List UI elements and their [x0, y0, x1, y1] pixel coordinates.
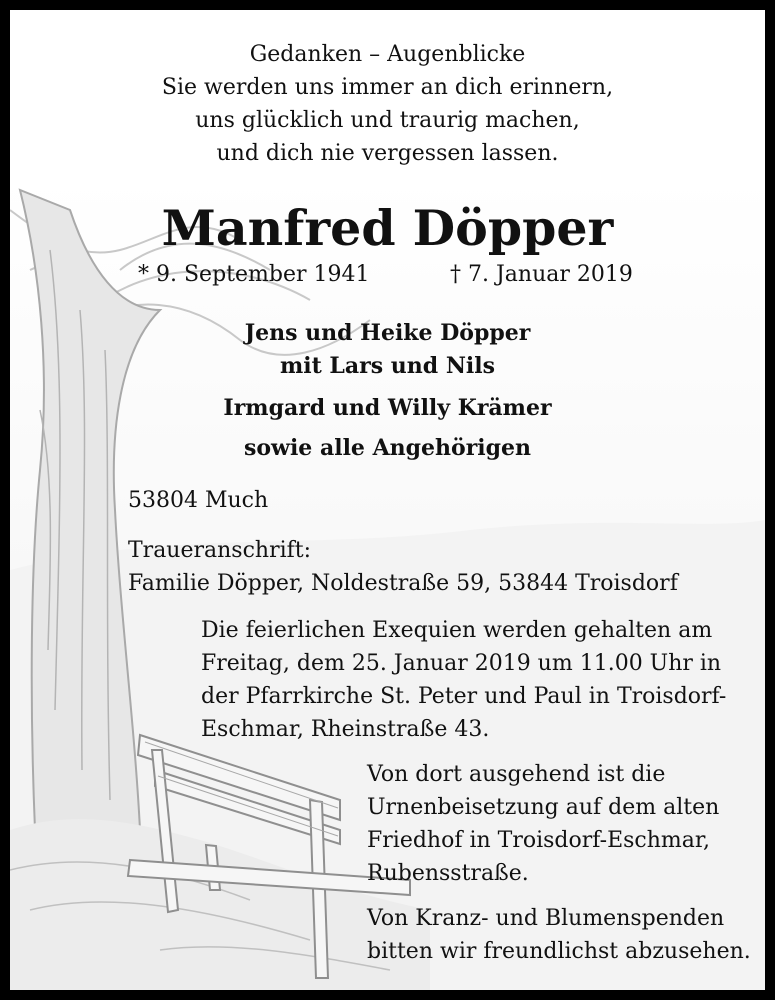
mourners-family-2 — [10, 388, 765, 468]
paragraph-line: Friedhof in Troisdorf-Eschmar, — [367, 828, 710, 853]
paragraph-line: Freitag, dem 25. Januar 2019 um 11.00 Uhr in — [201, 651, 722, 676]
poem-line: Sie werden uns immer an dich erinnern, — [161, 75, 614, 100]
paragraph-line: Urnenbeisetzung auf dem alten — [367, 795, 720, 820]
mourning-address — [128, 534, 678, 600]
location: 53804 Much — [128, 488, 269, 513]
mourners-family-1 — [10, 317, 765, 383]
mourner-line: Jens und Heike Döpper — [244, 320, 531, 346]
deceased-name: Manfred Döpper — [161, 199, 614, 257]
paragraph-line: Von dort ausgehend ist die — [367, 762, 666, 787]
mourner-line: mit Lars und Nils — [279, 353, 496, 379]
birth-date: * 9. September 1941 — [138, 262, 370, 287]
death-date: † 7. Januar 2019 — [450, 262, 633, 287]
paragraph-line: Eschmar, Rheinstraße 43. — [201, 717, 490, 742]
mourner-line: sowie alle Angehörigen — [243, 435, 532, 461]
address-line: Familie Döpper, Noldestraße 59, 53844 Troisdorf — [128, 571, 678, 596]
paragraph-line: Die feierlichen Exequien werden gehalten am — [201, 618, 713, 643]
burial-text — [367, 758, 719, 890]
flowers-request-text — [367, 902, 751, 968]
paragraph-line: Von Kranz- und Blumenspenden — [367, 906, 725, 931]
address-label: Traueranschrift: — [128, 538, 312, 563]
poem-line: uns glücklich und traurig machen, — [195, 108, 580, 133]
mourner-line: Irmgard und Willy Krämer — [223, 395, 552, 421]
paragraph-line: Rubensstraße. — [367, 861, 529, 886]
paragraph-line: bitten wir freundlichst abzusehen. — [367, 939, 751, 964]
paragraph-line: der Pfarrkirche St. Peter und Paul in Troisdorf- — [201, 684, 727, 709]
poem-line: und dich nie vergessen lassen. — [216, 141, 559, 166]
poem — [10, 38, 765, 170]
poem-line: Gedanken – Augenblicke — [249, 42, 526, 67]
funeral-service-text — [201, 614, 726, 746]
